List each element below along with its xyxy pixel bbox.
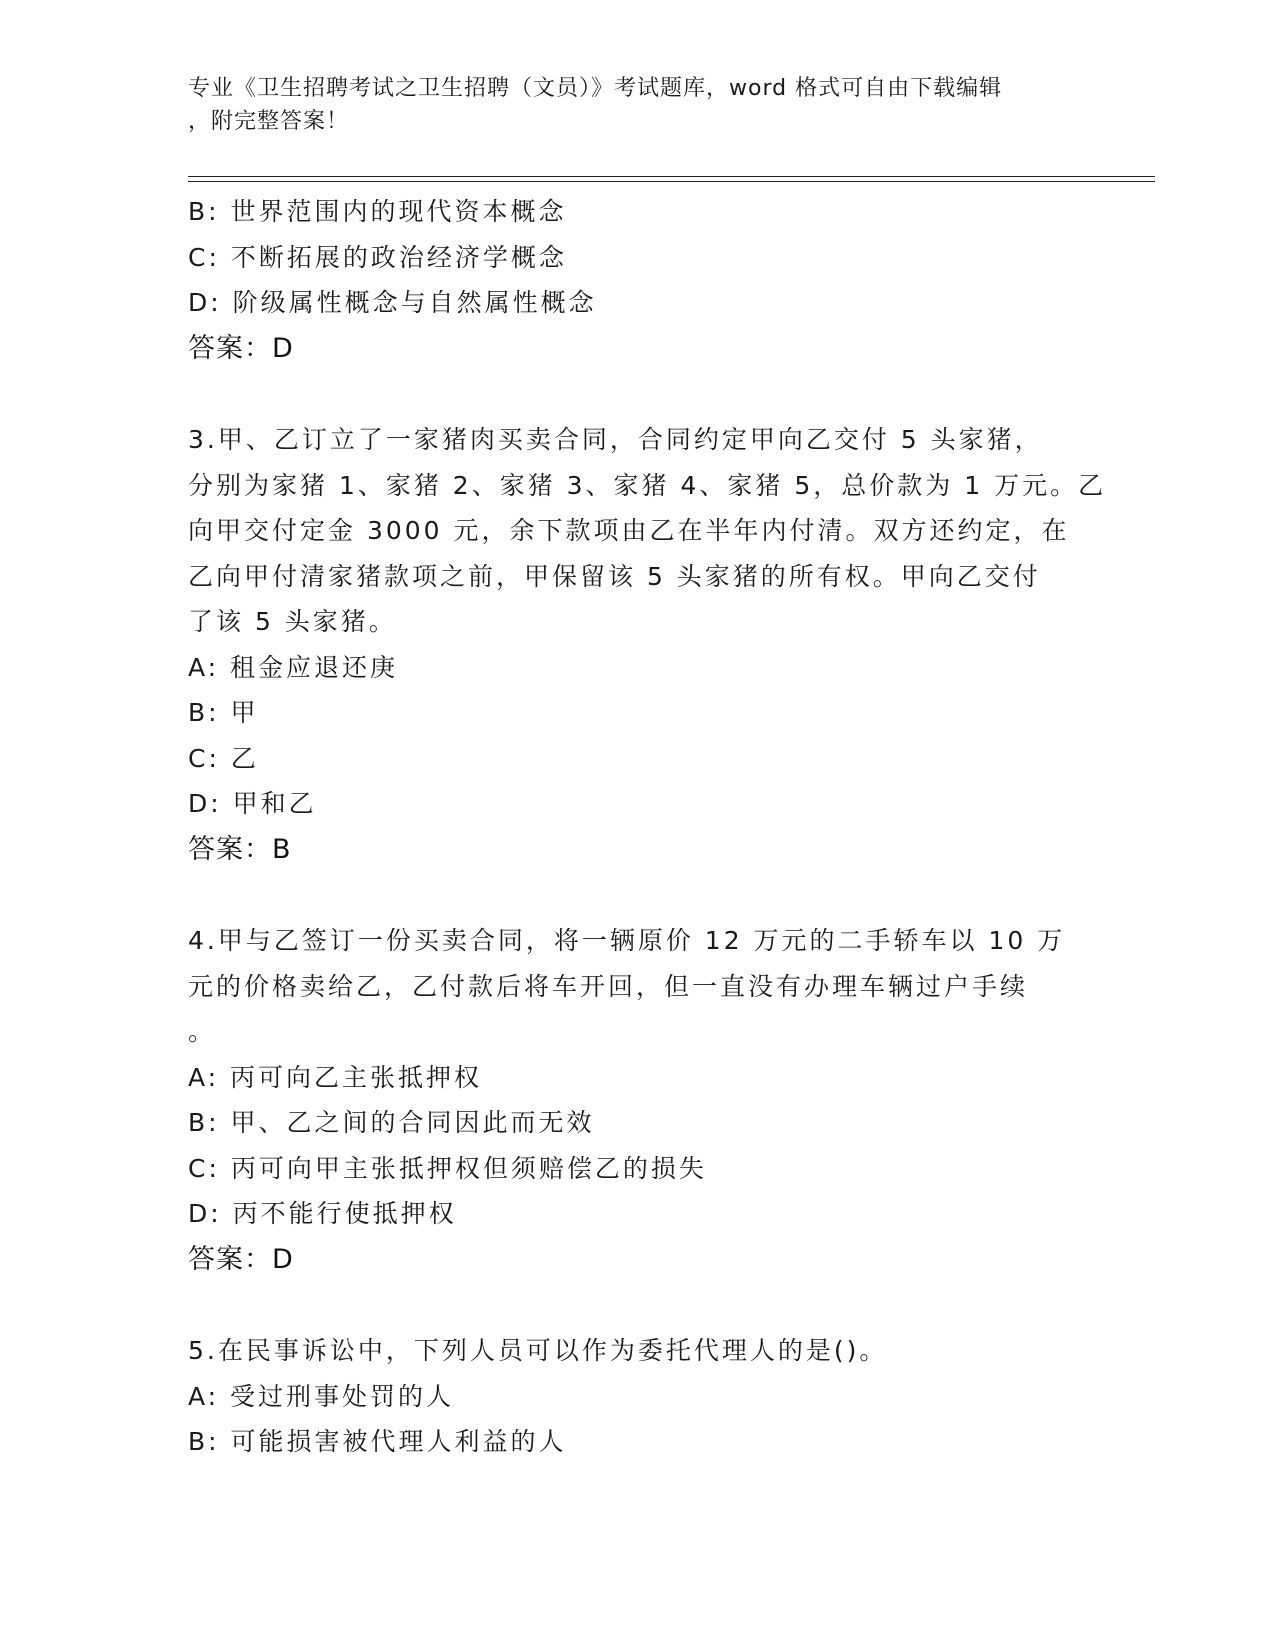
header-line-2: ，附完整答案！	[188, 109, 350, 134]
question-text-line: 3.甲、乙订立了一家猪肉买卖合同，合同约定甲向乙交付 5 头家猪，	[188, 425, 1043, 454]
answer-label: 答案：D	[188, 1243, 294, 1275]
option-b: B: 世界范围内的现代资本概念	[188, 197, 567, 226]
option-d: D: 甲和乙	[188, 789, 317, 818]
header-line-1: 专业《卫生招聘考试之卫生招聘（文员）》考试题库，word 格式可自由下载编辑	[188, 76, 1003, 101]
question-text-line: 4.甲与乙签订一份买卖合同，将一辆原价 12 万元的二手轿车以 10 万	[188, 926, 1066, 955]
spacer	[188, 872, 1088, 918]
option-c: C: 不断拓展的政治经济学概念	[188, 242, 567, 272]
question-text-line: 分别为家猪 1、家猪 2、家猪 3、家猪 4、家猪 5，总价款为 1 万元。乙	[188, 470, 1107, 500]
answer-label: 答案：D	[188, 332, 294, 364]
question-text-line: 了该 5 头家猪。	[188, 607, 397, 636]
question-4	[188, 918, 1088, 1282]
option-a: A: 丙可向乙主张抵押权	[188, 1062, 483, 1092]
option-b: B: 可能损害被代理人利益的人	[188, 1427, 567, 1456]
option-d: D: 阶级属性概念与自然属性概念	[188, 288, 597, 317]
question-3	[188, 417, 1107, 872]
question-content	[188, 189, 1107, 1465]
question-text-line: 向甲交付定金 3000 元，余下款项由乙在半年内付清。双方还约定，在	[188, 516, 1070, 545]
question-5	[188, 1328, 1088, 1465]
option-b: B: 甲	[188, 698, 259, 727]
header-divider-bottom	[188, 181, 1155, 182]
option-d: D: 丙不能行使抵押权	[188, 1199, 457, 1228]
option-c: C: 乙	[188, 743, 259, 773]
question-2	[188, 189, 1088, 371]
option-a: A: 受过刑事处罚的人	[188, 1381, 455, 1411]
question-text-line: 元的价格卖给乙，乙付款后将车开回，但一直没有办理车辆过户手续	[188, 971, 1029, 1001]
question-text-line: 。	[188, 1017, 217, 1046]
header-divider-top	[188, 176, 1155, 177]
question-text-line: 5.在民事诉讼中，下列人员可以作为委托代理人的是()。	[188, 1336, 888, 1365]
document-header	[188, 72, 1088, 138]
answer-label: 答案：B	[188, 833, 292, 865]
option-b: B: 甲、乙之间的合同因此而无效	[188, 1108, 595, 1137]
question-text-line: 乙向甲付清家猪款项之前，甲保留该 5 头家猪的所有权。甲向乙交付	[188, 561, 1041, 591]
spacer	[188, 1282, 1088, 1328]
spacer	[188, 371, 1088, 417]
option-a: A: 租金应退还庚	[188, 652, 399, 682]
option-c: C: 丙可向甲主张抵押权但须赔偿乙的损失	[188, 1153, 707, 1183]
